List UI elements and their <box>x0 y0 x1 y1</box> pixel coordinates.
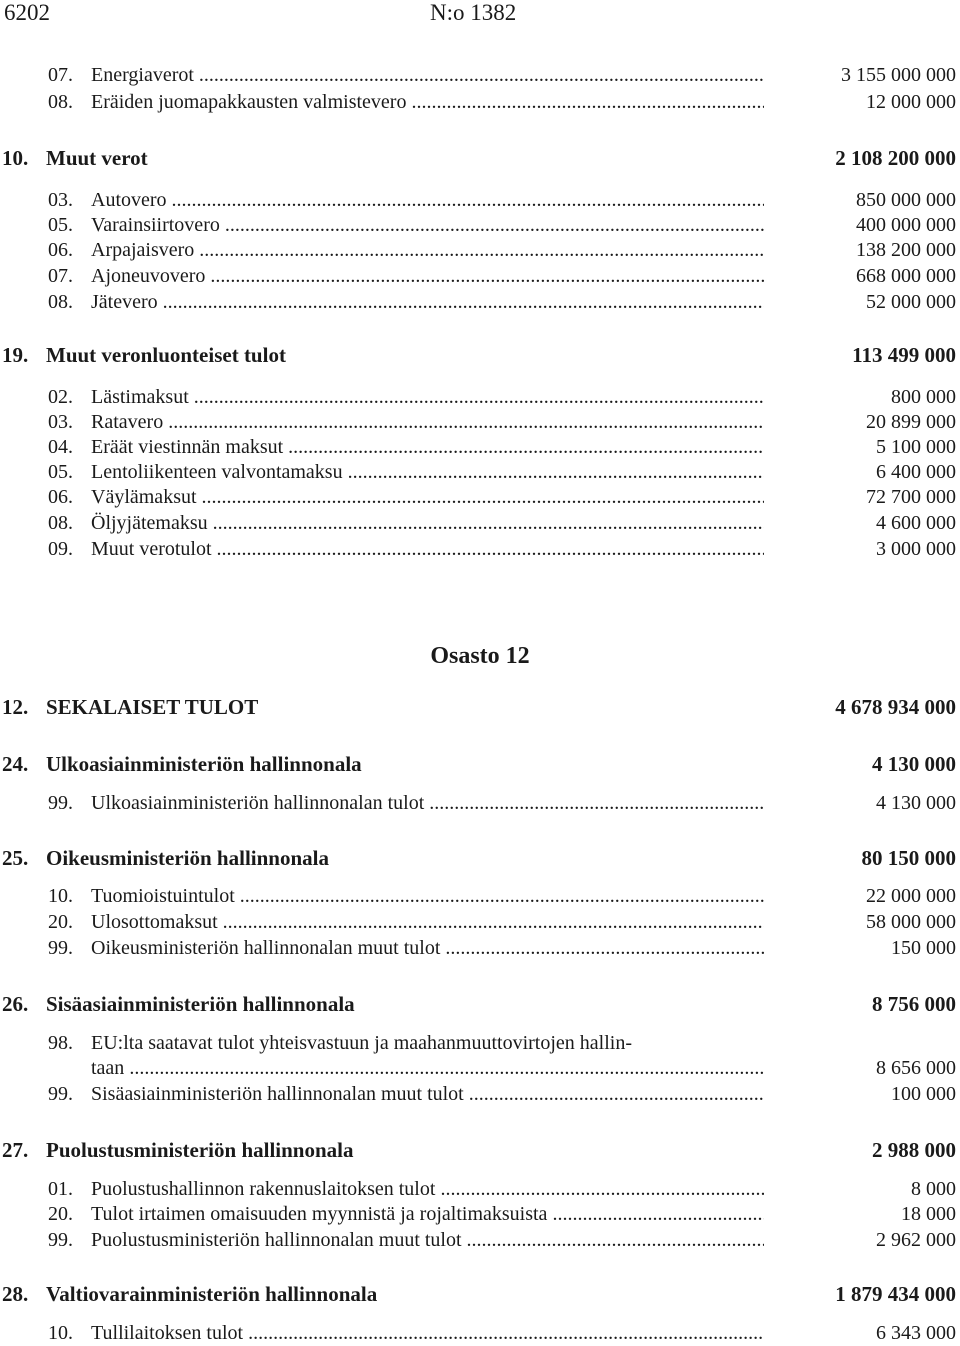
item-number: 12. <box>2 695 29 719</box>
item-label-text: Sisäasiainministeriön hallinnonala <box>46 992 355 1016</box>
line-item-row <box>0 536 960 562</box>
item-amount: 5 100 000 <box>876 436 956 458</box>
section-title: Osasto 12 <box>430 643 530 669</box>
item-amount: 8 656 000 <box>876 1057 956 1079</box>
item-label <box>91 1201 764 1227</box>
item-label <box>91 1176 764 1202</box>
item-label-text: Lentoliikenteen valvontamaksu <box>91 461 343 483</box>
item-label-text: Sisäasiainministeriön hallinnonalan muut tulot <box>91 1083 464 1105</box>
item-label <box>91 434 764 460</box>
item-label <box>91 62 764 88</box>
item-number: 07. <box>48 64 73 86</box>
item-label-text: Lästimaksut <box>91 386 189 408</box>
item-number: 03. <box>48 189 73 211</box>
item-label-text: Puolustusministeriön hallinnonalan muut tulot <box>91 1229 462 1251</box>
category-heading-row <box>0 991 960 1017</box>
item-label-text: taan <box>91 1057 125 1079</box>
line-item-row <box>0 1201 960 1227</box>
item-number: 05. <box>48 214 73 236</box>
category-total: 4 130 000 <box>872 752 956 776</box>
line-item-row <box>0 1176 960 1202</box>
dot-leader <box>464 1083 764 1105</box>
item-label <box>46 145 760 171</box>
item-number: 99. <box>48 1083 73 1105</box>
item-number: 20. <box>48 1203 73 1225</box>
item-amount: 58 000 000 <box>866 911 956 933</box>
line-item-row <box>0 935 960 961</box>
item-amount: 138 200 000 <box>856 239 956 261</box>
item-number: 99. <box>48 937 73 959</box>
document-number: N:o 1382 <box>430 0 517 25</box>
item-number: 10. <box>48 1322 73 1344</box>
item-amount: 4 130 000 <box>876 792 956 814</box>
item-label-text: Energiaverot <box>91 64 194 86</box>
line-item-row <box>0 1227 960 1253</box>
item-label-text: Jätevero <box>91 291 158 313</box>
dot-leader <box>343 461 764 483</box>
item-label <box>46 845 760 871</box>
item-number: 24. <box>2 752 29 776</box>
item-number: 04. <box>48 436 73 458</box>
item-amount: 2 962 000 <box>876 1229 956 1251</box>
item-amount: 6 343 000 <box>876 1322 956 1344</box>
item-label-text: Öljyjätemaksu <box>91 512 208 534</box>
item-number: 08. <box>48 512 73 534</box>
item-label <box>91 289 764 315</box>
line-item-row <box>0 263 960 289</box>
item-number: 28. <box>2 1282 29 1306</box>
category-total: 1 879 434 000 <box>835 1282 956 1306</box>
category-heading-row <box>0 1281 960 1307</box>
item-number: 06. <box>48 486 73 508</box>
dot-leader <box>208 512 764 534</box>
dot-leader <box>212 538 764 560</box>
dot-leader <box>435 1178 764 1200</box>
dot-leader <box>194 64 764 86</box>
dot-leader <box>163 411 764 433</box>
item-label-text: Autovero <box>91 189 167 211</box>
line-item-row <box>0 1320 960 1346</box>
item-number: 09. <box>48 538 73 560</box>
line-item-row <box>0 883 960 909</box>
category-total: 2 988 000 <box>872 1138 956 1162</box>
item-number: 20. <box>48 911 73 933</box>
item-amount: 3 000 000 <box>876 538 956 560</box>
item-label <box>91 935 764 961</box>
line-item-row <box>0 89 960 115</box>
line-item-row <box>0 1030 960 1056</box>
item-amount: 100 000 <box>891 1083 956 1105</box>
line-item-row <box>0 1081 960 1107</box>
item-label-text: Oikeusministeriön hallinnonalan muut tulot <box>91 937 441 959</box>
item-label <box>91 790 764 816</box>
category-total: 2 108 200 000 <box>835 146 956 170</box>
page-header <box>0 0 960 30</box>
category-total: 4 678 934 000 <box>835 695 956 719</box>
item-number: 98. <box>48 1032 73 1054</box>
line-item-row <box>0 909 960 935</box>
item-label-text: Arpajaisvero <box>91 239 195 261</box>
item-label-text: Tullilaitoksen tulot <box>91 1322 244 1344</box>
item-number: 07. <box>48 265 73 287</box>
category-heading-row <box>0 694 960 720</box>
dot-leader <box>167 189 764 211</box>
item-number: 03. <box>48 411 73 433</box>
item-label-text: Väylämaksut <box>91 486 197 508</box>
item-amount: 3 155 000 000 <box>841 64 956 86</box>
item-amount: 12 000 000 <box>866 91 956 113</box>
item-amount: 72 700 000 <box>866 486 956 508</box>
dot-leader <box>440 937 764 959</box>
item-label <box>46 751 760 777</box>
item-label-text: Muut veronluonteiset tulot <box>46 343 286 367</box>
item-label <box>46 342 760 368</box>
item-label <box>46 991 760 1017</box>
item-label-text: Ratavero <box>91 411 164 433</box>
item-label-text: SEKALAISET TULOT <box>46 695 259 719</box>
dot-leader <box>424 792 764 814</box>
item-amount: 4 600 000 <box>876 512 956 534</box>
dot-leader <box>197 486 764 508</box>
item-label-continued <box>91 1055 764 1081</box>
dot-leader <box>218 911 764 933</box>
item-amount: 668 000 000 <box>856 265 956 287</box>
item-label-text: Ajoneuvovero <box>91 265 206 287</box>
item-label-text: Varainsiirtovero <box>91 214 220 236</box>
line-item-continuation-row <box>0 1055 960 1081</box>
item-label <box>91 1320 764 1346</box>
item-label-text: Muut verotulot <box>91 538 212 560</box>
item-label <box>91 384 764 410</box>
item-number: 25. <box>2 846 29 870</box>
item-number: 10. <box>48 885 73 907</box>
line-item-row <box>0 434 960 460</box>
category-heading-row <box>0 1137 960 1163</box>
item-amount: 150 000 <box>891 937 956 959</box>
item-label <box>91 536 764 562</box>
dot-leader <box>283 436 764 458</box>
item-amount: 800 000 <box>891 386 956 408</box>
item-amount: 20 899 000 <box>866 411 956 433</box>
item-label-text: Muut verot <box>46 146 148 170</box>
line-item-row <box>0 409 960 435</box>
item-label <box>91 883 764 909</box>
item-label <box>91 263 764 289</box>
item-label <box>91 909 764 935</box>
line-item-row <box>0 212 960 238</box>
item-number: 08. <box>48 91 73 113</box>
category-heading-row <box>0 342 960 368</box>
item-label <box>46 1281 760 1307</box>
dot-leader <box>406 91 764 113</box>
item-label <box>91 1030 770 1056</box>
item-amount: 6 400 000 <box>876 461 956 483</box>
line-item-row <box>0 187 960 213</box>
item-label-text: Eräät viestinnän maksut <box>91 436 284 458</box>
item-amount: 52 000 000 <box>866 291 956 313</box>
dot-leader <box>235 885 764 907</box>
item-label-text: Puolustushallinnon rakennuslaitoksen tulot <box>91 1178 436 1200</box>
category-heading-row <box>0 751 960 777</box>
item-label <box>46 1137 760 1163</box>
category-total: 80 150 000 <box>861 846 956 870</box>
dot-leader <box>124 1057 764 1079</box>
item-number: 19. <box>2 343 29 367</box>
item-label <box>91 187 764 213</box>
category-total: 113 499 000 <box>852 343 956 367</box>
line-item-row <box>0 484 960 510</box>
line-item-row <box>0 62 960 88</box>
item-number: 05. <box>48 461 73 483</box>
page-number: 6202 <box>4 0 50 25</box>
category-heading-row <box>0 845 960 871</box>
item-label <box>91 89 764 115</box>
category-total: 8 756 000 <box>872 992 956 1016</box>
dot-leader <box>547 1203 764 1225</box>
dot-leader <box>189 386 764 408</box>
item-label-text: Puolustusministeriön hallinnonala <box>46 1138 354 1162</box>
item-label <box>91 409 764 435</box>
item-number: 99. <box>48 792 73 814</box>
item-label-text: Ulosottomaksut <box>91 911 218 933</box>
item-number: 02. <box>48 386 73 408</box>
item-label <box>91 510 764 536</box>
item-label <box>91 212 764 238</box>
item-amount: 400 000 000 <box>856 214 956 236</box>
line-item-row <box>0 510 960 536</box>
item-number: 26. <box>2 992 29 1016</box>
line-item-row <box>0 790 960 816</box>
item-number: 27. <box>2 1138 29 1162</box>
dot-leader <box>243 1322 764 1344</box>
line-item-row <box>0 384 960 410</box>
dot-leader <box>462 1229 764 1251</box>
item-number: 10. <box>2 146 29 170</box>
item-label-text: EU:lta saatavat tulot yhteisvastuun ja maahanmuuttovirtojen hallin- <box>91 1032 632 1054</box>
item-label <box>91 484 764 510</box>
dot-leader <box>220 214 764 236</box>
item-number: 99. <box>48 1229 73 1251</box>
item-label-text: Oikeusministeriön hallinnonala <box>46 846 329 870</box>
item-label-text: Tuomioistuintulot <box>91 885 235 907</box>
line-item-row <box>0 237 960 263</box>
item-label <box>91 459 764 485</box>
item-label-text: Ulkoasiainministeriön hallinnonala <box>46 752 362 776</box>
item-amount: 22 000 000 <box>866 885 956 907</box>
item-amount: 850 000 000 <box>856 189 956 211</box>
item-label <box>91 1227 764 1253</box>
line-item-row <box>0 459 960 485</box>
item-label-text: Valtiovarainministeriön hallinnonala <box>46 1282 378 1306</box>
dot-leader <box>205 265 764 287</box>
dot-leader <box>194 239 764 261</box>
item-amount: 18 000 <box>901 1203 956 1225</box>
item-amount: 8 000 <box>911 1178 956 1200</box>
item-label <box>46 694 760 720</box>
dot-leader <box>158 291 764 313</box>
item-label <box>91 1081 764 1107</box>
category-heading-row <box>0 145 960 171</box>
item-label-text: Ulkoasiainministeriön hallinnonalan tulot <box>91 792 425 814</box>
item-label <box>91 237 764 263</box>
item-number: 08. <box>48 291 73 313</box>
line-item-row <box>0 289 960 315</box>
item-number: 06. <box>48 239 73 261</box>
item-number: 01. <box>48 1178 73 1200</box>
item-label-text: Eräiden juomapakkausten valmistevero <box>91 91 407 113</box>
item-label-text: Tulot irtaimen omaisuuden myynnistä ja rojaltimaksuista <box>91 1203 548 1225</box>
